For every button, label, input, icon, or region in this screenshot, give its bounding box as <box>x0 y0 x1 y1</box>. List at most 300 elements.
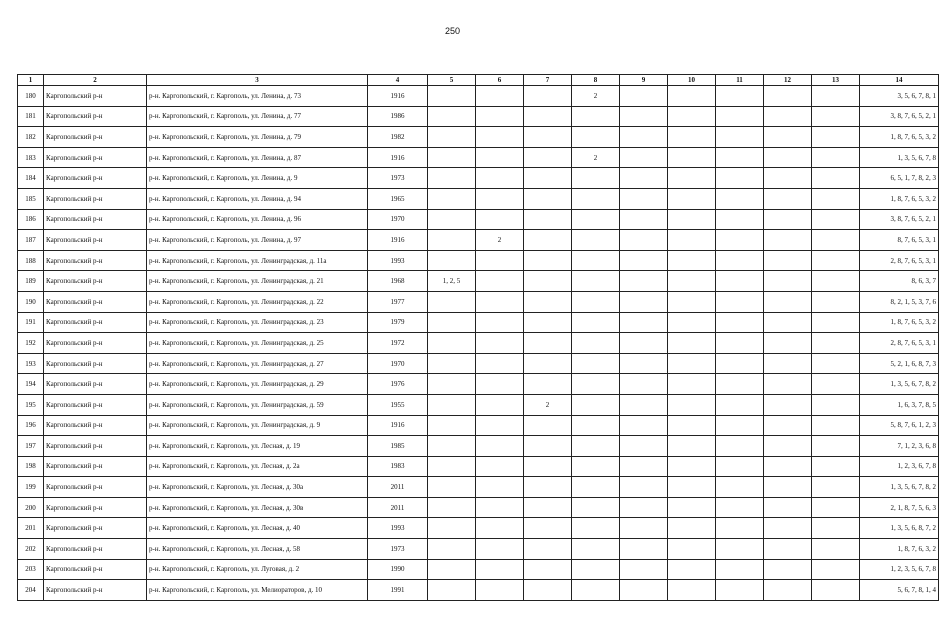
row-number: 184 <box>18 168 44 189</box>
col9-cell <box>620 497 668 518</box>
col13-cell <box>812 147 860 168</box>
district-cell: Каргопольский р-н <box>44 353 147 374</box>
col6-cell <box>476 456 524 477</box>
table-row <box>18 127 939 148</box>
row-number: 181 <box>18 106 44 127</box>
col5-cell <box>428 333 476 354</box>
col9-cell <box>620 147 668 168</box>
row-number: 192 <box>18 333 44 354</box>
col11-cell <box>716 559 764 580</box>
year-cell: 2011 <box>368 497 428 518</box>
column-header-2: 2 <box>44 75 147 86</box>
col14-cell: 1, 8, 7, 6, 5, 3, 2 <box>860 312 939 333</box>
table-row <box>18 559 939 580</box>
col11-cell <box>716 291 764 312</box>
address-cell: р-н. Каргопольский, г. Каргополь, ул. Ленинградская, д. 21 <box>147 271 368 292</box>
col6-cell <box>476 188 524 209</box>
col11-cell <box>716 230 764 251</box>
year-cell: 1991 <box>368 580 428 601</box>
address-cell: р-н. Каргопольский, г. Каргополь, ул. Ленина, д. 73 <box>147 86 368 107</box>
col12-cell <box>764 188 812 209</box>
col5-cell <box>428 86 476 107</box>
address-cell: р-н. Каргопольский, г. Каргополь, ул. Ленинградская, д. 22 <box>147 291 368 312</box>
col8-cell <box>572 127 620 148</box>
col9-cell <box>620 106 668 127</box>
address-cell: р-н. Каргопольский, г. Каргополь, ул. Ленинградская, д. 59 <box>147 394 368 415</box>
col7-cell <box>524 147 572 168</box>
address-cell: р-н. Каргопольский, г. Каргополь, ул. Лесная, д. 30а <box>147 477 368 498</box>
column-header-3: 3 <box>147 75 368 86</box>
year-cell: 1977 <box>368 291 428 312</box>
col14-cell: 3, 8, 7, 6, 5, 2, 1 <box>860 106 939 127</box>
table-row <box>18 188 939 209</box>
col11-cell <box>716 415 764 436</box>
district-cell: Каргопольский р-н <box>44 127 147 148</box>
district-cell: Каргопольский р-н <box>44 436 147 457</box>
col13-cell <box>812 518 860 539</box>
col13-cell <box>812 497 860 518</box>
col6-cell <box>476 291 524 312</box>
table-row <box>18 106 939 127</box>
district-cell: Каргопольский р-н <box>44 333 147 354</box>
col8-cell <box>572 394 620 415</box>
district-cell: Каргопольский р-н <box>44 477 147 498</box>
column-header-11: 11 <box>716 75 764 86</box>
col10-cell <box>668 209 716 230</box>
col13-cell <box>812 436 860 457</box>
column-header-8: 8 <box>572 75 620 86</box>
year-cell: 1916 <box>368 415 428 436</box>
col8-cell: 2 <box>572 147 620 168</box>
col9-cell <box>620 518 668 539</box>
district-cell: Каргопольский р-н <box>44 312 147 333</box>
table-row <box>18 147 939 168</box>
col12-cell <box>764 477 812 498</box>
col13-cell <box>812 415 860 436</box>
col5-cell <box>428 209 476 230</box>
col8-cell <box>572 188 620 209</box>
column-header-10: 10 <box>668 75 716 86</box>
district-cell: Каргопольский р-н <box>44 147 147 168</box>
col8-cell: 2 <box>572 86 620 107</box>
col6-cell <box>476 497 524 518</box>
district-cell: Каргопольский р-н <box>44 188 147 209</box>
col13-cell <box>812 250 860 271</box>
col14-cell: 1, 3, 5, 6, 7, 8, 2 <box>860 477 939 498</box>
district-cell: Каргопольский р-н <box>44 291 147 312</box>
address-cell: р-н. Каргопольский, г. Каргополь, ул. Ленина, д. 97 <box>147 230 368 251</box>
row-number: 180 <box>18 86 44 107</box>
col12-cell <box>764 539 812 560</box>
year-cell: 1993 <box>368 250 428 271</box>
col14-cell: 3, 8, 7, 6, 5, 2, 1 <box>860 209 939 230</box>
col7-cell <box>524 477 572 498</box>
col13-cell <box>812 106 860 127</box>
col13-cell <box>812 312 860 333</box>
col9-cell <box>620 580 668 601</box>
table-row <box>18 497 939 518</box>
col5-cell: 1, 2, 5 <box>428 271 476 292</box>
district-cell: Каргопольский р-н <box>44 374 147 395</box>
table-row <box>18 312 939 333</box>
row-number: 189 <box>18 271 44 292</box>
year-cell: 1982 <box>368 127 428 148</box>
col8-cell <box>572 271 620 292</box>
col5-cell <box>428 436 476 457</box>
address-cell: р-н. Каргопольский, г. Каргополь, ул. Ленина, д. 77 <box>147 106 368 127</box>
col14-cell: 1, 3, 5, 6, 8, 7, 2 <box>860 518 939 539</box>
col8-cell <box>572 580 620 601</box>
col7-cell <box>524 312 572 333</box>
col10-cell <box>668 291 716 312</box>
col8-cell <box>572 312 620 333</box>
col5-cell <box>428 477 476 498</box>
col9-cell <box>620 86 668 107</box>
address-cell: р-н. Каргопольский, г. Каргополь, ул. Ленинградская, д. 25 <box>147 333 368 354</box>
row-number: 202 <box>18 539 44 560</box>
col6-cell <box>476 106 524 127</box>
col8-cell <box>572 518 620 539</box>
address-cell: р-н. Каргопольский, г. Каргополь, ул. Ленинградская, д. 27 <box>147 353 368 374</box>
table-row <box>18 250 939 271</box>
col14-cell: 7, 1, 2, 3, 6, 8 <box>860 436 939 457</box>
table-row <box>18 168 939 189</box>
col12-cell <box>764 436 812 457</box>
district-cell: Каргопольский р-н <box>44 497 147 518</box>
row-number: 196 <box>18 415 44 436</box>
col11-cell <box>716 86 764 107</box>
district-cell: Каргопольский р-н <box>44 456 147 477</box>
col5-cell <box>428 580 476 601</box>
col10-cell <box>668 559 716 580</box>
address-cell: р-н. Каргопольский, г. Каргополь, ул. Лесная, д. 58 <box>147 539 368 560</box>
col6-cell <box>476 436 524 457</box>
col12-cell <box>764 580 812 601</box>
year-cell: 1976 <box>368 374 428 395</box>
col9-cell <box>620 250 668 271</box>
col6-cell <box>476 333 524 354</box>
row-number: 190 <box>18 291 44 312</box>
col10-cell <box>668 477 716 498</box>
col14-cell: 2, 8, 7, 6, 5, 3, 1 <box>860 333 939 354</box>
col7-cell <box>524 188 572 209</box>
col11-cell <box>716 271 764 292</box>
col14-cell: 1, 2, 3, 6, 7, 8 <box>860 456 939 477</box>
col14-cell: 6, 5, 1, 7, 8, 2, 3 <box>860 168 939 189</box>
year-cell: 1973 <box>368 539 428 560</box>
col8-cell <box>572 436 620 457</box>
table-row <box>18 539 939 560</box>
col6-cell <box>476 86 524 107</box>
address-cell: р-н. Каргопольский, г. Каргополь, ул. Лесная, д. 40 <box>147 518 368 539</box>
address-cell: р-н. Каргопольский, г. Каргополь, ул. Ленинградская, д. 11а <box>147 250 368 271</box>
col8-cell <box>572 209 620 230</box>
row-number: 194 <box>18 374 44 395</box>
district-cell: Каргопольский р-н <box>44 518 147 539</box>
year-cell: 1970 <box>368 353 428 374</box>
district-cell: Каргопольский р-н <box>44 209 147 230</box>
col5-cell <box>428 147 476 168</box>
col12-cell <box>764 559 812 580</box>
col10-cell <box>668 250 716 271</box>
row-number: 201 <box>18 518 44 539</box>
col8-cell <box>572 415 620 436</box>
col7-cell <box>524 559 572 580</box>
col14-cell: 5, 6, 7, 8, 1, 4 <box>860 580 939 601</box>
col6-cell <box>476 580 524 601</box>
col11-cell <box>716 353 764 374</box>
col7-cell <box>524 497 572 518</box>
row-number: 200 <box>18 497 44 518</box>
col13-cell <box>812 394 860 415</box>
district-cell: Каргопольский р-н <box>44 559 147 580</box>
col6-cell <box>476 353 524 374</box>
col12-cell <box>764 147 812 168</box>
col6-cell <box>476 559 524 580</box>
table-row <box>18 456 939 477</box>
col7-cell <box>524 209 572 230</box>
year-cell: 1916 <box>368 147 428 168</box>
col10-cell <box>668 312 716 333</box>
row-number: 199 <box>18 477 44 498</box>
col10-cell <box>668 580 716 601</box>
col8-cell <box>572 559 620 580</box>
col9-cell <box>620 436 668 457</box>
col7-cell <box>524 333 572 354</box>
year-cell: 1990 <box>368 559 428 580</box>
address-cell: р-н. Каргопольский, г. Каргополь, ул. Лесная, д. 19 <box>147 436 368 457</box>
address-cell: р-н. Каргопольский, г. Каргополь, ул. Ленина, д. 94 <box>147 188 368 209</box>
address-cell: р-н. Каргопольский, г. Каргополь, ул. Ленинградская, д. 29 <box>147 374 368 395</box>
col8-cell <box>572 333 620 354</box>
year-cell: 1993 <box>368 518 428 539</box>
col13-cell <box>812 559 860 580</box>
col10-cell <box>668 539 716 560</box>
col10-cell <box>668 415 716 436</box>
row-number: 204 <box>18 580 44 601</box>
column-header-14: 14 <box>860 75 939 86</box>
col14-cell: 3, 5, 6, 7, 8, 1 <box>860 86 939 107</box>
row-number: 182 <box>18 127 44 148</box>
year-cell: 1970 <box>368 209 428 230</box>
col8-cell <box>572 230 620 251</box>
col13-cell <box>812 209 860 230</box>
col14-cell: 1, 2, 3, 5, 6, 7, 8 <box>860 559 939 580</box>
col10-cell <box>668 230 716 251</box>
col9-cell <box>620 477 668 498</box>
col8-cell <box>572 456 620 477</box>
year-cell: 1965 <box>368 188 428 209</box>
column-header-12: 12 <box>764 75 812 86</box>
col7-cell <box>524 518 572 539</box>
col13-cell <box>812 539 860 560</box>
row-number: 183 <box>18 147 44 168</box>
row-number: 187 <box>18 230 44 251</box>
col9-cell <box>620 374 668 395</box>
district-cell: Каргопольский р-н <box>44 250 147 271</box>
col7-cell <box>524 436 572 457</box>
table-row <box>18 436 939 457</box>
col5-cell <box>428 312 476 333</box>
col10-cell <box>668 333 716 354</box>
table-row <box>18 518 939 539</box>
col13-cell <box>812 127 860 148</box>
col7-cell <box>524 127 572 148</box>
address-cell: р-н. Каргопольский, г. Каргополь, ул. Ленина, д. 96 <box>147 209 368 230</box>
col10-cell <box>668 168 716 189</box>
col10-cell <box>668 374 716 395</box>
col9-cell <box>620 291 668 312</box>
col14-cell: 5, 8, 7, 6, 1, 2, 3 <box>860 415 939 436</box>
col13-cell <box>812 456 860 477</box>
column-header-13: 13 <box>812 75 860 86</box>
table-row <box>18 394 939 415</box>
table-row <box>18 291 939 312</box>
table-row <box>18 415 939 436</box>
col10-cell <box>668 353 716 374</box>
col10-cell <box>668 147 716 168</box>
col12-cell <box>764 415 812 436</box>
year-cell: 2011 <box>368 477 428 498</box>
col8-cell <box>572 250 620 271</box>
col12-cell <box>764 394 812 415</box>
col13-cell <box>812 580 860 601</box>
col7-cell <box>524 250 572 271</box>
col6-cell <box>476 250 524 271</box>
col7-cell <box>524 415 572 436</box>
col14-cell: 8, 6, 3, 7 <box>860 271 939 292</box>
table-row <box>18 271 939 292</box>
col5-cell <box>428 188 476 209</box>
col11-cell <box>716 436 764 457</box>
col6-cell <box>476 415 524 436</box>
column-header-7: 7 <box>524 75 572 86</box>
col13-cell <box>812 374 860 395</box>
col8-cell <box>572 539 620 560</box>
col10-cell <box>668 86 716 107</box>
year-cell: 1985 <box>368 436 428 457</box>
col6-cell <box>476 477 524 498</box>
column-header-6: 6 <box>476 75 524 86</box>
col11-cell <box>716 209 764 230</box>
address-cell: р-н. Каргопольский, г. Каргополь, ул. Луговая, д. 2 <box>147 559 368 580</box>
col12-cell <box>764 333 812 354</box>
address-cell: р-н. Каргопольский, г. Каргополь, ул. Ленина, д. 87 <box>147 147 368 168</box>
col12-cell <box>764 456 812 477</box>
col9-cell <box>620 353 668 374</box>
col7-cell: 2 <box>524 394 572 415</box>
col10-cell <box>668 456 716 477</box>
district-cell: Каргопольский р-н <box>44 271 147 292</box>
col14-cell: 5, 2, 1, 6, 8, 7, 3 <box>860 353 939 374</box>
col6-cell: 2 <box>476 230 524 251</box>
col12-cell <box>764 353 812 374</box>
col7-cell <box>524 291 572 312</box>
col9-cell <box>620 188 668 209</box>
year-cell: 1968 <box>368 271 428 292</box>
col6-cell <box>476 374 524 395</box>
col13-cell <box>812 188 860 209</box>
address-cell: р-н. Каргопольский, г. Каргополь, ул. Лесная, д. 30в <box>147 497 368 518</box>
col10-cell <box>668 188 716 209</box>
col11-cell <box>716 394 764 415</box>
col12-cell <box>764 312 812 333</box>
col11-cell <box>716 539 764 560</box>
table-body <box>18 86 939 601</box>
col10-cell <box>668 106 716 127</box>
housing-registry-table <box>17 74 939 601</box>
district-cell: Каргопольский р-н <box>44 230 147 251</box>
col9-cell <box>620 456 668 477</box>
col8-cell <box>572 497 620 518</box>
column-header-9: 9 <box>620 75 668 86</box>
col12-cell <box>764 127 812 148</box>
col12-cell <box>764 209 812 230</box>
col11-cell <box>716 127 764 148</box>
col14-cell: 8, 2, 1, 5, 3, 7, 6 <box>860 291 939 312</box>
address-cell: р-н. Каргопольский, г. Каргополь, ул. Лесная, д. 2а <box>147 456 368 477</box>
col10-cell <box>668 394 716 415</box>
row-number: 203 <box>18 559 44 580</box>
header-row <box>18 75 939 86</box>
year-cell: 1955 <box>368 394 428 415</box>
col13-cell <box>812 86 860 107</box>
col8-cell <box>572 168 620 189</box>
address-cell: р-н. Каргопольский, г. Каргополь, ул. Ленина, д. 79 <box>147 127 368 148</box>
address-cell: р-н. Каргопольский, г. Каргополь, ул. Ленинградская, д. 9 <box>147 415 368 436</box>
col12-cell <box>764 230 812 251</box>
col13-cell <box>812 271 860 292</box>
col8-cell <box>572 353 620 374</box>
table-row <box>18 230 939 251</box>
row-number: 197 <box>18 436 44 457</box>
col11-cell <box>716 188 764 209</box>
col5-cell <box>428 497 476 518</box>
table-row <box>18 333 939 354</box>
col12-cell <box>764 106 812 127</box>
col7-cell <box>524 271 572 292</box>
year-cell: 1986 <box>368 106 428 127</box>
col10-cell <box>668 518 716 539</box>
col5-cell <box>428 168 476 189</box>
col9-cell <box>620 209 668 230</box>
col13-cell <box>812 477 860 498</box>
col7-cell <box>524 106 572 127</box>
row-number: 193 <box>18 353 44 374</box>
col9-cell <box>620 127 668 148</box>
address-cell: р-н. Каргопольский, г. Каргополь, ул. Мелиораторов, д. 10 <box>147 580 368 601</box>
col14-cell: 1, 3, 5, 6, 7, 8 <box>860 147 939 168</box>
col6-cell <box>476 168 524 189</box>
table-row <box>18 580 939 601</box>
table-row <box>18 86 939 107</box>
col12-cell <box>764 271 812 292</box>
col6-cell <box>476 539 524 560</box>
col8-cell <box>572 477 620 498</box>
district-cell: Каргопольский р-н <box>44 106 147 127</box>
col12-cell <box>764 86 812 107</box>
col9-cell <box>620 539 668 560</box>
col5-cell <box>428 456 476 477</box>
col11-cell <box>716 456 764 477</box>
col13-cell <box>812 353 860 374</box>
year-cell: 1973 <box>368 168 428 189</box>
col11-cell <box>716 106 764 127</box>
col5-cell <box>428 415 476 436</box>
col5-cell <box>428 250 476 271</box>
col12-cell <box>764 497 812 518</box>
col9-cell <box>620 333 668 354</box>
